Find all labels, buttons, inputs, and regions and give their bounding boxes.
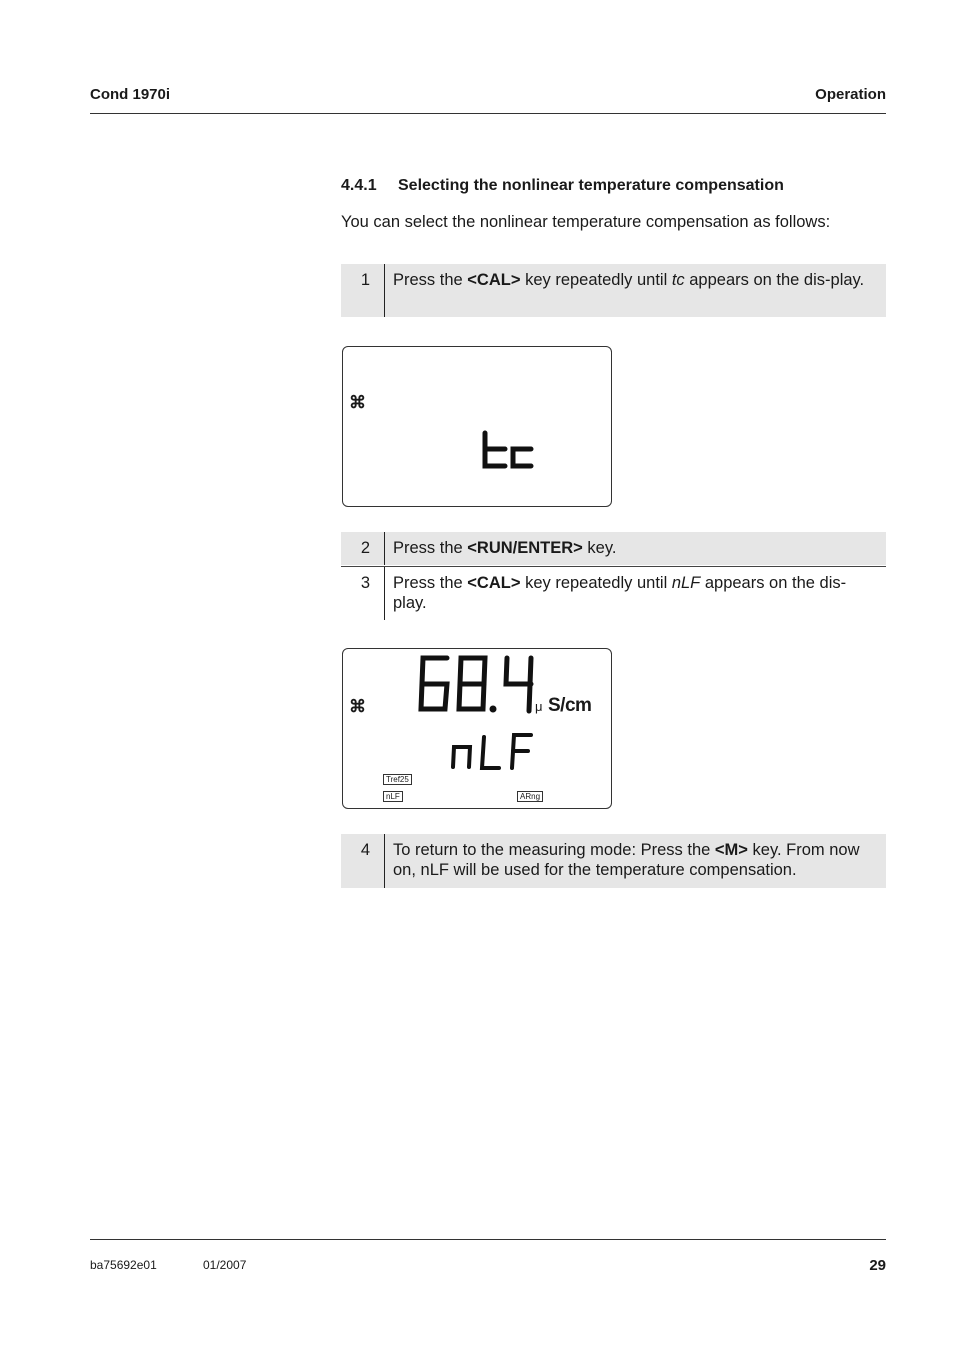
footer-date: 01/2007 — [203, 1258, 247, 1272]
unit-label: S/cm — [548, 695, 592, 716]
step-2 — [341, 532, 886, 565]
section-number: 4.4.1 — [341, 177, 377, 194]
step-number: 3 — [360, 574, 370, 592]
footer-rule — [90, 1239, 886, 1240]
lcd-display-nlf — [342, 648, 612, 809]
lcd-segment-text-tc — [343, 347, 611, 506]
step-number: 2 — [360, 539, 370, 557]
header-rule — [90, 113, 886, 114]
indicator-arng: ARng — [517, 791, 543, 802]
section-title: Selecting the nonlinear temperature compensation — [398, 177, 784, 194]
step-3 — [341, 566, 886, 620]
step-text: Press the <RUN/ENTER> key. — [393, 539, 617, 557]
section-intro: You can select the nonlinear temperature compensation as follows: — [341, 213, 831, 231]
indicator-tref25: Tref25 — [383, 774, 412, 785]
header-chapter: Operation — [815, 86, 886, 103]
command-icon: ⌘ — [349, 393, 366, 412]
page-number: 29 — [869, 1257, 886, 1274]
command-icon: ⌘ — [349, 697, 366, 716]
step-number: 4 — [360, 841, 370, 859]
step-number: 1 — [360, 271, 370, 289]
step-text: Press the <CAL> key repeatedly until nLF appears on the dis-play. — [393, 574, 847, 612]
header-title: Cond 1970i — [90, 86, 171, 103]
unit-prefix: μ — [535, 699, 543, 714]
lcd-display-tc — [342, 346, 612, 507]
step-4 — [341, 834, 886, 888]
step-text: Press the <CAL> key repeatedly until tc appears on the dis-play. — [393, 271, 865, 289]
footer-doc-id: ba75692e01 — [90, 1258, 157, 1272]
indicator-nlf: nLF — [383, 791, 403, 802]
step-1 — [341, 264, 886, 317]
section-heading — [341, 177, 784, 195]
step-text: To return to the measuring mode: Press the <M> key. From now on, nLF will be used for the temperature compensation. — [393, 841, 860, 879]
